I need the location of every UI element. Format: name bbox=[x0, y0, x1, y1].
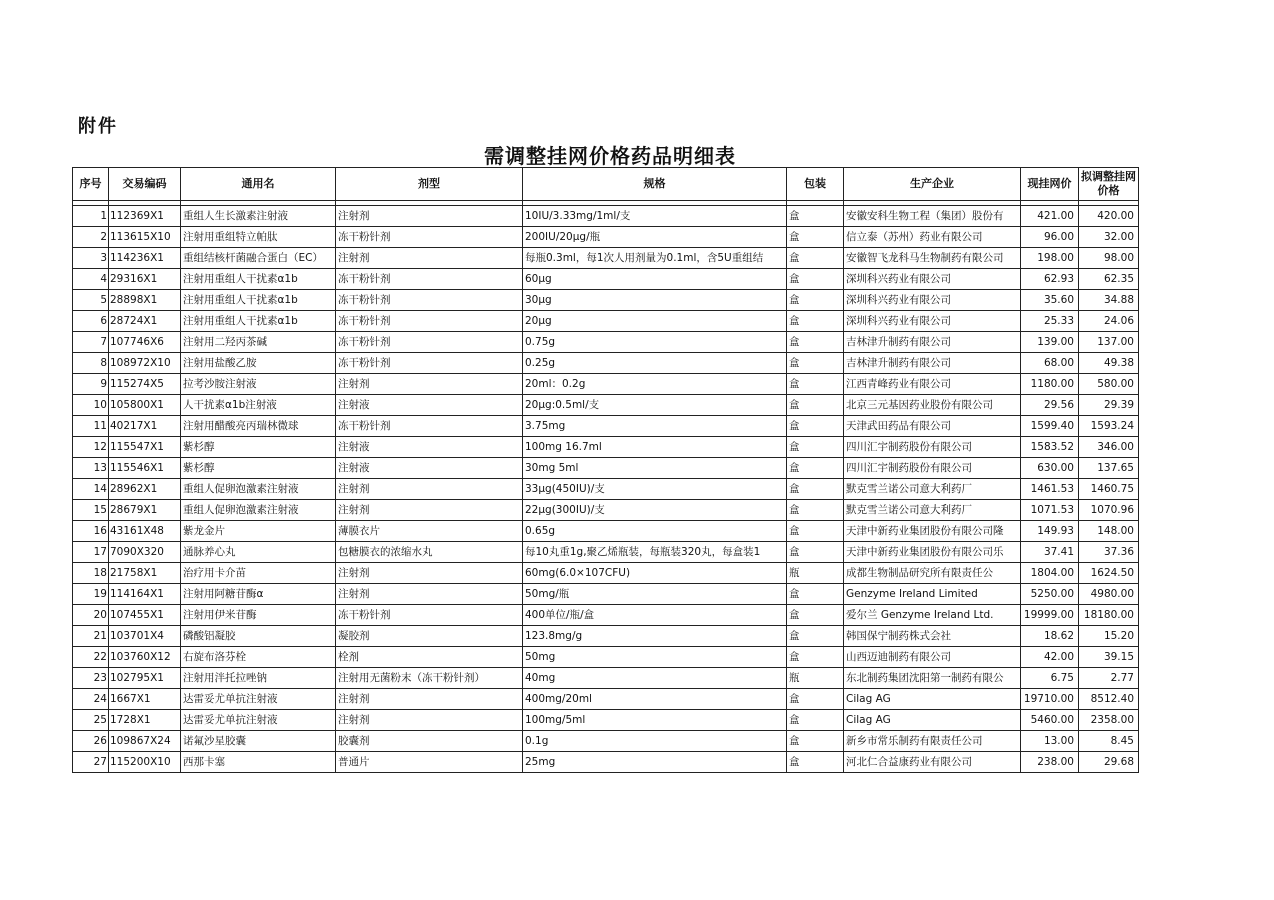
cell-code: 28724X1 bbox=[109, 311, 181, 332]
cell-new-price: 34.88 bbox=[1079, 290, 1139, 311]
document-title: 需调整挂网价格药品明细表 bbox=[484, 144, 736, 168]
cell-new-price: 137.00 bbox=[1079, 332, 1139, 353]
cell-new-price: 137.65 bbox=[1079, 458, 1139, 479]
cell-current-price: 62.93 bbox=[1021, 269, 1079, 290]
cell-seq: 27 bbox=[73, 752, 109, 773]
cell-spec: 123.8mg/g bbox=[523, 626, 787, 647]
cell-current-price: 29.56 bbox=[1021, 395, 1079, 416]
cell-code: 115546X1 bbox=[109, 458, 181, 479]
cell-spec: 20μg:0.5ml/支 bbox=[523, 395, 787, 416]
cell-current-price: 42.00 bbox=[1021, 647, 1079, 668]
cell-new-price: 420.00 bbox=[1079, 206, 1139, 227]
cell-seq: 24 bbox=[73, 689, 109, 710]
table-row bbox=[73, 311, 1139, 332]
table-row bbox=[73, 248, 1139, 269]
cell-spec: 30mg 5ml bbox=[523, 458, 787, 479]
cell-new-price: 32.00 bbox=[1079, 227, 1139, 248]
header-seq: 序号 bbox=[73, 168, 109, 201]
cell-pack: 盒 bbox=[787, 458, 844, 479]
table-row bbox=[73, 731, 1139, 752]
cell-seq: 25 bbox=[73, 710, 109, 731]
header-name: 通用名 bbox=[181, 168, 336, 201]
cell-spec: 每10丸重1g,聚乙烯瓶装，每瓶装320丸，每盒装1 bbox=[523, 542, 787, 563]
cell-pack: 盒 bbox=[787, 647, 844, 668]
cell-code: 115200X10 bbox=[109, 752, 181, 773]
cell-new-price: 2.77 bbox=[1079, 668, 1139, 689]
cell-maker: 安徽安科生物工程（集团）股份有 bbox=[844, 206, 1021, 227]
cell-seq: 13 bbox=[73, 458, 109, 479]
table-row bbox=[73, 647, 1139, 668]
cell-form: 冻干粉针剂 bbox=[336, 353, 523, 374]
table-row bbox=[73, 206, 1139, 227]
cell-name: 注射用二羟丙茶碱 bbox=[181, 332, 336, 353]
table-row bbox=[73, 584, 1139, 605]
cell-form: 注射液 bbox=[336, 395, 523, 416]
cell-form: 冻干粉针剂 bbox=[336, 290, 523, 311]
cell-pack: 盒 bbox=[787, 290, 844, 311]
cell-name: 注射用醋酸亮丙瑞林微球 bbox=[181, 416, 336, 437]
cell-name: 人干扰素α1b注射液 bbox=[181, 395, 336, 416]
attachment-label: 附件 bbox=[78, 116, 118, 137]
cell-maker: 河北仁合益康药业有限公司 bbox=[844, 752, 1021, 773]
cell-form: 冻干粉针剂 bbox=[336, 311, 523, 332]
cell-maker: 天津中新药业集团股份有限公司隆 bbox=[844, 521, 1021, 542]
cell-pack: 盒 bbox=[787, 269, 844, 290]
cell-name: 重组人促卵泡激素注射液 bbox=[181, 500, 336, 521]
cell-pack: 盒 bbox=[787, 479, 844, 500]
cell-name: 拉考沙胺注射液 bbox=[181, 374, 336, 395]
cell-current-price: 630.00 bbox=[1021, 458, 1079, 479]
cell-seq: 12 bbox=[73, 437, 109, 458]
cell-pack: 盒 bbox=[787, 311, 844, 332]
cell-pack: 盒 bbox=[787, 248, 844, 269]
cell-pack: 盒 bbox=[787, 605, 844, 626]
table-row bbox=[73, 563, 1139, 584]
cell-name: 紫杉醇 bbox=[181, 458, 336, 479]
cell-seq: 1 bbox=[73, 206, 109, 227]
cell-seq: 8 bbox=[73, 353, 109, 374]
cell-new-price: 1624.50 bbox=[1079, 563, 1139, 584]
cell-code: 108972X10 bbox=[109, 353, 181, 374]
cell-spec: 0.75g bbox=[523, 332, 787, 353]
cell-seq: 4 bbox=[73, 269, 109, 290]
cell-new-price: 2358.00 bbox=[1079, 710, 1139, 731]
cell-spec: 400单位/瓶/盒 bbox=[523, 605, 787, 626]
cell-spec: 22μg(300IU)/支 bbox=[523, 500, 787, 521]
table-row bbox=[73, 227, 1139, 248]
cell-new-price: 8512.40 bbox=[1079, 689, 1139, 710]
cell-new-price: 148.00 bbox=[1079, 521, 1139, 542]
cell-form: 注射剂 bbox=[336, 248, 523, 269]
cell-form: 注射剂 bbox=[336, 584, 523, 605]
table-row bbox=[73, 437, 1139, 458]
cell-current-price: 68.00 bbox=[1021, 353, 1079, 374]
table-row bbox=[73, 353, 1139, 374]
cell-pack: 盒 bbox=[787, 521, 844, 542]
cell-form: 注射剂 bbox=[336, 563, 523, 584]
cell-new-price: 15.20 bbox=[1079, 626, 1139, 647]
cell-pack: 盒 bbox=[787, 395, 844, 416]
cell-seq: 26 bbox=[73, 731, 109, 752]
cell-seq: 11 bbox=[73, 416, 109, 437]
cell-new-price: 346.00 bbox=[1079, 437, 1139, 458]
cell-form: 普通片 bbox=[336, 752, 523, 773]
cell-new-price: 49.38 bbox=[1079, 353, 1139, 374]
cell-name: 注射用盐酸乙胺 bbox=[181, 353, 336, 374]
cell-spec: 50mg bbox=[523, 647, 787, 668]
cell-name: 注射用伊米苷酶 bbox=[181, 605, 336, 626]
cell-form: 薄膜衣片 bbox=[336, 521, 523, 542]
cell-code: 7090X320 bbox=[109, 542, 181, 563]
cell-form: 冻干粉针剂 bbox=[336, 416, 523, 437]
cell-code: 21758X1 bbox=[109, 563, 181, 584]
cell-pack: 盒 bbox=[787, 227, 844, 248]
cell-name: 注射用泮托拉唑钠 bbox=[181, 668, 336, 689]
cell-pack: 盒 bbox=[787, 332, 844, 353]
cell-code: 102795X1 bbox=[109, 668, 181, 689]
cell-maker: 深圳科兴药业有限公司 bbox=[844, 290, 1021, 311]
cell-spec: 3.75mg bbox=[523, 416, 787, 437]
cell-maker: 天津武田药品有限公司 bbox=[844, 416, 1021, 437]
cell-spec: 100mg 16.7ml bbox=[523, 437, 787, 458]
cell-seq: 3 bbox=[73, 248, 109, 269]
cell-seq: 15 bbox=[73, 500, 109, 521]
cell-spec: 0.65g bbox=[523, 521, 787, 542]
cell-maker: 成都生物制品研究所有限责任公 bbox=[844, 563, 1021, 584]
cell-current-price: 5250.00 bbox=[1021, 584, 1079, 605]
cell-maker: 天津中新药业集团股份有限公司乐 bbox=[844, 542, 1021, 563]
cell-code: 112369X1 bbox=[109, 206, 181, 227]
cell-maker: 安徽智飞龙科马生物制药有限公司 bbox=[844, 248, 1021, 269]
cell-code: 103701X4 bbox=[109, 626, 181, 647]
cell-current-price: 13.00 bbox=[1021, 731, 1079, 752]
cell-maker: 山西迈迪制药有限公司 bbox=[844, 647, 1021, 668]
cell-new-price: 1070.96 bbox=[1079, 500, 1139, 521]
cell-maker: 爱尔兰 Genzyme Ireland Ltd. bbox=[844, 605, 1021, 626]
table-row bbox=[73, 458, 1139, 479]
table-row bbox=[73, 710, 1139, 731]
cell-new-price: 18180.00 bbox=[1079, 605, 1139, 626]
cell-current-price: 139.00 bbox=[1021, 332, 1079, 353]
cell-name: 重组人促卵泡激素注射液 bbox=[181, 479, 336, 500]
cell-seq: 22 bbox=[73, 647, 109, 668]
cell-current-price: 1599.40 bbox=[1021, 416, 1079, 437]
cell-seq: 18 bbox=[73, 563, 109, 584]
cell-spec: 40mg bbox=[523, 668, 787, 689]
cell-current-price: 19710.00 bbox=[1021, 689, 1079, 710]
cell-name: 重组人生长激素注射液 bbox=[181, 206, 336, 227]
drug-price-table bbox=[72, 167, 1139, 773]
cell-form: 注射剂 bbox=[336, 479, 523, 500]
cell-seq: 21 bbox=[73, 626, 109, 647]
cell-pack: 盒 bbox=[787, 542, 844, 563]
cell-name: 诺氟沙星胶囊 bbox=[181, 731, 336, 752]
cell-maker: 四川汇宇制药股份有限公司 bbox=[844, 437, 1021, 458]
cell-form: 凝胶剂 bbox=[336, 626, 523, 647]
cell-maker: 默克雪兰诺公司意大利药厂 bbox=[844, 479, 1021, 500]
cell-maker: 信立泰（苏州）药业有限公司 bbox=[844, 227, 1021, 248]
cell-name: 磷酸铝凝胶 bbox=[181, 626, 336, 647]
cell-code: 107455X1 bbox=[109, 605, 181, 626]
cell-name: 重组结核杆菌融合蛋白（EC） bbox=[181, 248, 336, 269]
cell-seq: 23 bbox=[73, 668, 109, 689]
cell-spec: 200IU/20μg/瓶 bbox=[523, 227, 787, 248]
cell-new-price: 580.00 bbox=[1079, 374, 1139, 395]
cell-pack: 盒 bbox=[787, 416, 844, 437]
cell-new-price: 62.35 bbox=[1079, 269, 1139, 290]
cell-form: 冻干粉针剂 bbox=[336, 227, 523, 248]
cell-current-price: 149.93 bbox=[1021, 521, 1079, 542]
cell-code: 28962X1 bbox=[109, 479, 181, 500]
cell-seq: 17 bbox=[73, 542, 109, 563]
cell-new-price: 37.36 bbox=[1079, 542, 1139, 563]
header-pack: 包装 bbox=[787, 168, 844, 201]
cell-current-price: 37.41 bbox=[1021, 542, 1079, 563]
cell-pack: 盒 bbox=[787, 752, 844, 773]
cell-name: 注射用重组人干扰素α1b bbox=[181, 269, 336, 290]
cell-code: 114164X1 bbox=[109, 584, 181, 605]
cell-code: 103760X12 bbox=[109, 647, 181, 668]
cell-maker: 北京三元基因药业股份有限公司 bbox=[844, 395, 1021, 416]
cell-seq: 20 bbox=[73, 605, 109, 626]
cell-new-price: 24.06 bbox=[1079, 311, 1139, 332]
header-current-price: 现挂网价 bbox=[1021, 168, 1079, 201]
cell-maker: 吉林津升制药有限公司 bbox=[844, 332, 1021, 353]
cell-name: 注射用阿糖苷酶α bbox=[181, 584, 336, 605]
cell-code: 28679X1 bbox=[109, 500, 181, 521]
table-row bbox=[73, 374, 1139, 395]
cell-pack: 盒 bbox=[787, 500, 844, 521]
table-row bbox=[73, 500, 1139, 521]
cell-maker: Cilag AG bbox=[844, 689, 1021, 710]
table-row bbox=[73, 668, 1139, 689]
header-new-price: 拟调整挂网价格 bbox=[1079, 168, 1139, 201]
cell-current-price: 1583.52 bbox=[1021, 437, 1079, 458]
cell-current-price: 1071.53 bbox=[1021, 500, 1079, 521]
cell-spec: 100mg/5ml bbox=[523, 710, 787, 731]
cell-maker: 吉林津升制药有限公司 bbox=[844, 353, 1021, 374]
cell-current-price: 25.33 bbox=[1021, 311, 1079, 332]
cell-seq: 5 bbox=[73, 290, 109, 311]
table-row bbox=[73, 416, 1139, 437]
cell-current-price: 238.00 bbox=[1021, 752, 1079, 773]
cell-code: 29316X1 bbox=[109, 269, 181, 290]
cell-code: 1728X1 bbox=[109, 710, 181, 731]
cell-maker: 深圳科兴药业有限公司 bbox=[844, 269, 1021, 290]
cell-form: 注射液 bbox=[336, 458, 523, 479]
cell-name: 注射用重组特立帕肽 bbox=[181, 227, 336, 248]
cell-new-price: 1593.24 bbox=[1079, 416, 1139, 437]
cell-spec: 10IU/3.33mg/1ml/支 bbox=[523, 206, 787, 227]
table-header-row bbox=[73, 168, 1139, 201]
table-row bbox=[73, 689, 1139, 710]
cell-name: 达雷妥尤单抗注射液 bbox=[181, 689, 336, 710]
cell-pack: 盒 bbox=[787, 437, 844, 458]
cell-code: 115547X1 bbox=[109, 437, 181, 458]
cell-code: 40217X1 bbox=[109, 416, 181, 437]
cell-form: 栓剂 bbox=[336, 647, 523, 668]
cell-spec: 每瓶0.3ml，每1次人用剂量为0.1ml，含5U重组结 bbox=[523, 248, 787, 269]
cell-maker: 默克雪兰诺公司意大利药厂 bbox=[844, 500, 1021, 521]
cell-seq: 14 bbox=[73, 479, 109, 500]
cell-current-price: 421.00 bbox=[1021, 206, 1079, 227]
cell-current-price: 5460.00 bbox=[1021, 710, 1079, 731]
cell-seq: 6 bbox=[73, 311, 109, 332]
table-row bbox=[73, 290, 1139, 311]
cell-current-price: 1180.00 bbox=[1021, 374, 1079, 395]
table-row bbox=[73, 605, 1139, 626]
cell-spec: 20ml：0.2g bbox=[523, 374, 787, 395]
cell-seq: 9 bbox=[73, 374, 109, 395]
cell-code: 109867X24 bbox=[109, 731, 181, 752]
cell-spec: 30μg bbox=[523, 290, 787, 311]
table-row bbox=[73, 542, 1139, 563]
table-row bbox=[73, 479, 1139, 500]
cell-current-price: 1461.53 bbox=[1021, 479, 1079, 500]
cell-seq: 10 bbox=[73, 395, 109, 416]
cell-form: 注射用无菌粉末（冻干粉针剂） bbox=[336, 668, 523, 689]
cell-name: 治疗用卡介苗 bbox=[181, 563, 336, 584]
cell-form: 注射液 bbox=[336, 437, 523, 458]
cell-maker: 东北制药集团沈阳第一制药有限公 bbox=[844, 668, 1021, 689]
cell-pack: 盒 bbox=[787, 731, 844, 752]
cell-spec: 50mg/瓶 bbox=[523, 584, 787, 605]
cell-maker: Genzyme Ireland Limited bbox=[844, 584, 1021, 605]
cell-spec: 33μg(450IU)/支 bbox=[523, 479, 787, 500]
cell-code: 43161X48 bbox=[109, 521, 181, 542]
header-form: 剂型 bbox=[336, 168, 523, 201]
cell-code: 114236X1 bbox=[109, 248, 181, 269]
cell-pack: 盒 bbox=[787, 626, 844, 647]
cell-form: 胶囊剂 bbox=[336, 731, 523, 752]
cell-spec: 20μg bbox=[523, 311, 787, 332]
cell-maker: Cilag AG bbox=[844, 710, 1021, 731]
cell-form: 注射剂 bbox=[336, 500, 523, 521]
cell-spec: 400mg/20ml bbox=[523, 689, 787, 710]
cell-seq: 16 bbox=[73, 521, 109, 542]
cell-name: 紫龙金片 bbox=[181, 521, 336, 542]
cell-current-price: 35.60 bbox=[1021, 290, 1079, 311]
cell-name: 达雷妥尤单抗注射液 bbox=[181, 710, 336, 731]
table-row bbox=[73, 395, 1139, 416]
cell-maker: 四川汇宇制药股份有限公司 bbox=[844, 458, 1021, 479]
cell-pack: 瓶 bbox=[787, 563, 844, 584]
cell-code: 107746X6 bbox=[109, 332, 181, 353]
cell-name: 注射用重组人干扰素α1b bbox=[181, 311, 336, 332]
cell-code: 28898X1 bbox=[109, 290, 181, 311]
cell-spec: 60mg(6.0×107CFU) bbox=[523, 563, 787, 584]
table-body bbox=[73, 201, 1139, 773]
cell-current-price: 18.62 bbox=[1021, 626, 1079, 647]
cell-name: 西那卡塞 bbox=[181, 752, 336, 773]
cell-pack: 盒 bbox=[787, 353, 844, 374]
cell-code: 105800X1 bbox=[109, 395, 181, 416]
cell-form: 注射剂 bbox=[336, 374, 523, 395]
cell-form: 冻干粉针剂 bbox=[336, 269, 523, 290]
cell-pack: 盒 bbox=[787, 584, 844, 605]
cell-form: 包糖膜衣的浓缩水丸 bbox=[336, 542, 523, 563]
cell-form: 注射剂 bbox=[336, 710, 523, 731]
cell-maker: 新乡市常乐制药有限责任公司 bbox=[844, 731, 1021, 752]
cell-current-price: 19999.00 bbox=[1021, 605, 1079, 626]
cell-spec: 0.1g bbox=[523, 731, 787, 752]
cell-new-price: 39.15 bbox=[1079, 647, 1139, 668]
cell-code: 115274X5 bbox=[109, 374, 181, 395]
cell-spec: 25mg bbox=[523, 752, 787, 773]
cell-new-price: 1460.75 bbox=[1079, 479, 1139, 500]
cell-name: 右旋布洛芬栓 bbox=[181, 647, 336, 668]
cell-pack: 盒 bbox=[787, 689, 844, 710]
cell-name: 通脉养心丸 bbox=[181, 542, 336, 563]
cell-pack: 盒 bbox=[787, 206, 844, 227]
table-row bbox=[73, 521, 1139, 542]
cell-spec: 60μg bbox=[523, 269, 787, 290]
cell-form: 冻干粉针剂 bbox=[336, 605, 523, 626]
cell-seq: 7 bbox=[73, 332, 109, 353]
cell-spec: 0.25g bbox=[523, 353, 787, 374]
table-row bbox=[73, 626, 1139, 647]
cell-pack: 瓶 bbox=[787, 668, 844, 689]
cell-seq: 19 bbox=[73, 584, 109, 605]
cell-current-price: 6.75 bbox=[1021, 668, 1079, 689]
cell-new-price: 29.68 bbox=[1079, 752, 1139, 773]
cell-current-price: 198.00 bbox=[1021, 248, 1079, 269]
header-maker: 生产企业 bbox=[844, 168, 1021, 201]
cell-maker: 深圳科兴药业有限公司 bbox=[844, 311, 1021, 332]
table-row bbox=[73, 752, 1139, 773]
cell-current-price: 1804.00 bbox=[1021, 563, 1079, 584]
cell-new-price: 29.39 bbox=[1079, 395, 1139, 416]
cell-new-price: 98.00 bbox=[1079, 248, 1139, 269]
header-spec: 规格 bbox=[523, 168, 787, 201]
header-code: 交易编码 bbox=[109, 168, 181, 201]
cell-pack: 盒 bbox=[787, 710, 844, 731]
cell-form: 注射剂 bbox=[336, 689, 523, 710]
cell-form: 冻干粉针剂 bbox=[336, 332, 523, 353]
cell-pack: 盒 bbox=[787, 374, 844, 395]
table-row bbox=[73, 332, 1139, 353]
cell-form: 注射剂 bbox=[336, 206, 523, 227]
cell-new-price: 4980.00 bbox=[1079, 584, 1139, 605]
cell-maker: 韩国保宁制药株式会社 bbox=[844, 626, 1021, 647]
cell-maker: 江西青峰药业有限公司 bbox=[844, 374, 1021, 395]
cell-new-price: 8.45 bbox=[1079, 731, 1139, 752]
cell-code: 113615X10 bbox=[109, 227, 181, 248]
cell-name: 紫杉醇 bbox=[181, 437, 336, 458]
cell-code: 1667X1 bbox=[109, 689, 181, 710]
table-row bbox=[73, 269, 1139, 290]
cell-current-price: 96.00 bbox=[1021, 227, 1079, 248]
cell-seq: 2 bbox=[73, 227, 109, 248]
cell-name: 注射用重组人干扰素α1b bbox=[181, 290, 336, 311]
